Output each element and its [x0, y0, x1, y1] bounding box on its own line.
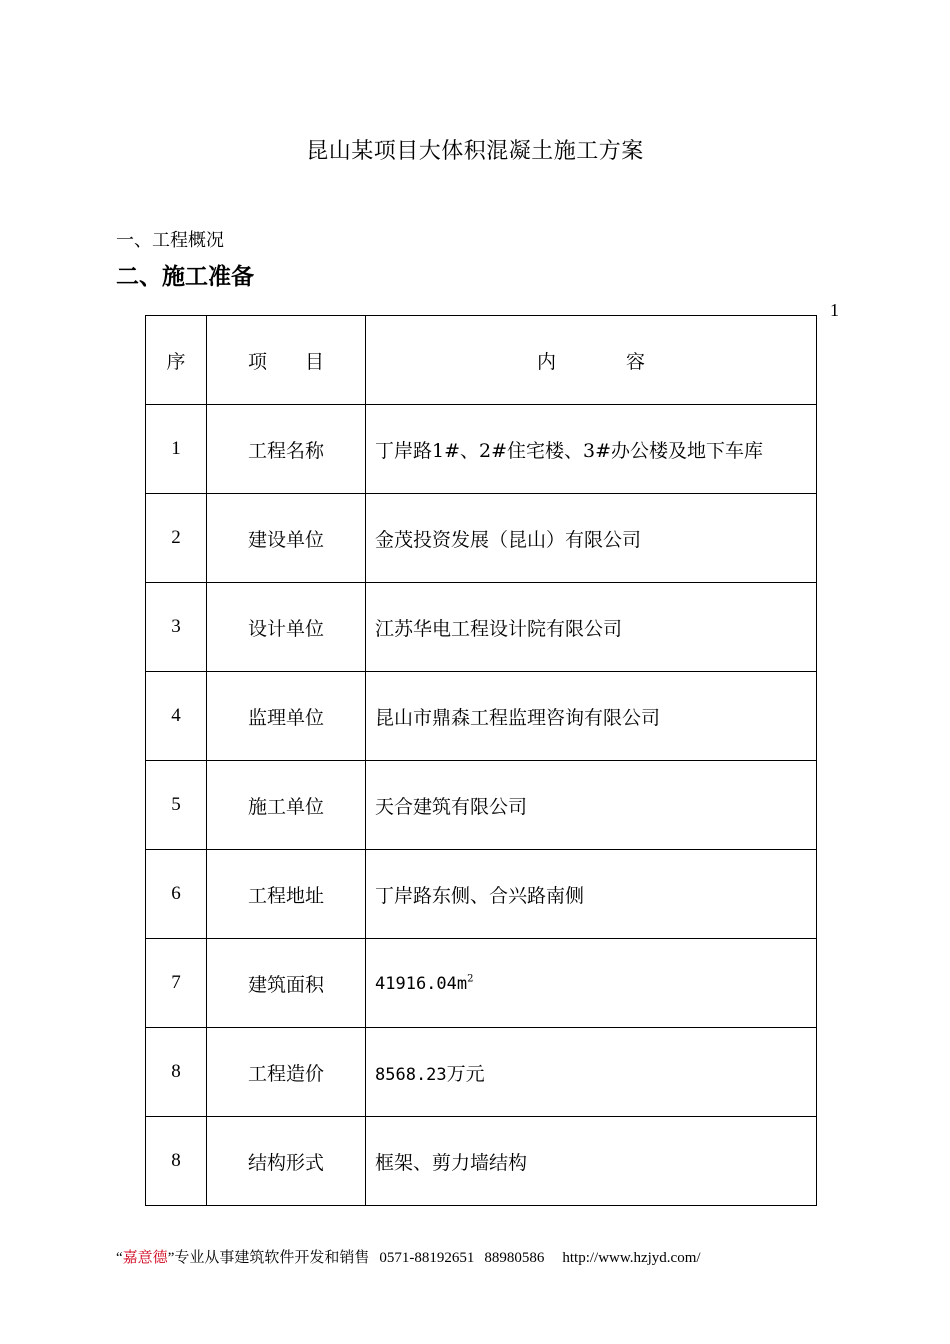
table-row — [146, 1028, 817, 1117]
row-item: 建设单位 — [207, 494, 366, 583]
footer-slogan: 专业从事建筑软件开发和销售 — [174, 1250, 370, 1266]
row-item: 建筑面积 — [207, 939, 366, 1028]
footer-quote-open: “ — [116, 1250, 123, 1266]
row-item: 工程地址 — [207, 850, 366, 939]
header-item-char-2: 目 — [305, 350, 325, 373]
row-index: 6 — [146, 850, 207, 939]
row-item: 工程名称 — [207, 405, 366, 494]
header-item — [207, 316, 366, 405]
table-row — [146, 494, 817, 583]
table-row — [146, 672, 817, 761]
section-heading-overview: 一、工程概况 — [116, 230, 224, 251]
document-title: 昆山某项目大体积混凝土施工方案 — [306, 139, 644, 164]
row-content: 金茂投资发展（昆山）有限公司 — [366, 494, 817, 583]
row-index: 7 — [146, 939, 207, 1028]
row-content: 江苏华电工程设计院有限公司 — [366, 583, 817, 672]
footer-phone-2: 88980586 — [484, 1250, 545, 1266]
row-content: 丁岸路1#、2#住宅楼、3#办公楼及地下车库 — [366, 405, 817, 494]
row-index: 8 — [146, 1117, 207, 1206]
row-content — [366, 939, 817, 1028]
header-content-char-1: 内 — [536, 350, 556, 373]
row-item: 施工单位 — [207, 761, 366, 850]
row-index: 8 — [146, 1028, 207, 1117]
header-content-char-2: 容 — [626, 350, 646, 373]
row-item: 监理单位 — [207, 672, 366, 761]
row-item: 结构形式 — [207, 1117, 366, 1206]
table-row — [146, 761, 817, 850]
header-content — [366, 316, 817, 405]
table-row — [146, 1117, 817, 1206]
table-row — [146, 939, 817, 1028]
row-content: 天合建筑有限公司 — [366, 761, 817, 850]
building-area-value: 41916.04m — [375, 974, 468, 994]
row-item: 工程造价 — [207, 1028, 366, 1117]
row-content: 丁岸路东侧、合兴路南侧 — [366, 850, 817, 939]
footer-url[interactable]: http://www.hzjyd.com/ — [562, 1250, 701, 1266]
page-number: 1 — [830, 300, 839, 320]
row-content — [366, 1028, 817, 1117]
project-cost-unit: 万元 — [446, 1062, 485, 1085]
section-heading-preparation: 二、施工准备 — [116, 264, 254, 290]
table-header-row — [146, 316, 817, 405]
page-footer — [116, 1246, 701, 1267]
footer-quote-close: ” — [167, 1250, 175, 1266]
row-index: 2 — [146, 494, 207, 583]
row-index: 4 — [146, 672, 207, 761]
header-index: 序 — [146, 316, 207, 405]
row-item: 设计单位 — [207, 583, 366, 672]
row-content: 框架、剪力墙结构 — [366, 1117, 817, 1206]
row-content: 昆山市鼎森工程监理咨询有限公司 — [366, 672, 817, 761]
area-unit-superscript: 2 — [467, 973, 474, 985]
table-row — [146, 583, 817, 672]
footer-phone-1: 0571-88192651 — [379, 1250, 475, 1266]
row-index: 3 — [146, 583, 207, 672]
project-cost-value: 8568.23 — [375, 1064, 447, 1085]
footer-brand: 嘉意德 — [122, 1250, 168, 1266]
table-row — [146, 850, 817, 939]
header-item-char-1: 项 — [247, 350, 267, 373]
project-info-table — [145, 315, 817, 1206]
row-index: 5 — [146, 761, 207, 850]
table-row — [146, 405, 817, 494]
row-index: 1 — [146, 405, 207, 494]
